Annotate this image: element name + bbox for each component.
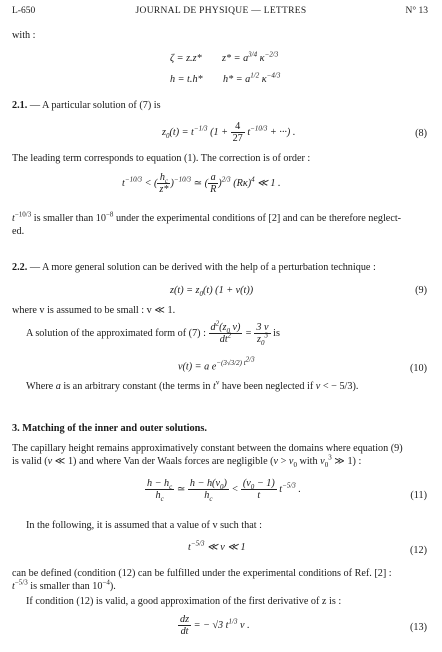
text-with: with : bbox=[12, 30, 36, 41]
equation-13: $\frac{dz}{dt}$ = − √3 $t^{1/3}$ v . bbox=[180, 614, 250, 637]
text-can-be-1: can be defined (condition (12) can be fulfilled under the experimental conditions of Ref. [2] : bbox=[12, 568, 392, 579]
text-approx-form: A solution of the approximated form of (7) : $\frac{d^2(z_0 v)}{dt^2}$ = $\frac{3 v}{z_0^3}$ is bbox=[26, 319, 280, 348]
eq12-number: (12) bbox=[410, 545, 427, 556]
journal-title: JOURNAL DE PHYSIQUE — LETTRES bbox=[135, 6, 307, 16]
s22-intro: 2.2. — A more general solution can be derived with the help of a perturbation technique : bbox=[12, 262, 376, 273]
text-leading-term: The leading term corresponds to equation (1). The correction is of order : bbox=[12, 153, 311, 164]
text-if-cond: If condition (12) is valid, a good approximation of the first derivative of z is : bbox=[26, 596, 342, 607]
eq9-number: (9) bbox=[415, 285, 427, 296]
text-smaller-than: $t^{-10/3}$ is smaller than $10^{-8}$ under the experimental conditions of [2] and can be therefore neglect- ed. bbox=[12, 213, 432, 238]
issue-number: N° 13 bbox=[405, 6, 428, 16]
equation-10: v(t) = a $e^{-(3√3/2) t^{2/3}}$ bbox=[178, 356, 255, 373]
eq8-number: (8) bbox=[415, 128, 427, 139]
eq-h: h = t.h* $h* = a^{1/2}$ $\kappa^{-4/3}$ bbox=[170, 71, 281, 85]
eq-zeta: ζ = z.z* $z* = a^{3/4}$ $\kappa^{-2/3}$ bbox=[170, 50, 279, 64]
eq10-number: (10) bbox=[410, 363, 427, 374]
sec3-line-2: is valid (v ≪ 1) and where Van der Waals forces are negligible ($v > v_0$ with $v_0^3$ ≫ 1) : bbox=[12, 453, 362, 470]
sec3-line-1: The capillary height remains approximatively constant between the domains where equation (9) bbox=[12, 443, 403, 454]
approx-form-label: A solution of the approximated form of (7) : bbox=[26, 327, 206, 339]
s21-intro: 2.1. — A particular solution of (7) is bbox=[12, 100, 161, 111]
equation-order: $t^{-10/3}$ < ( $\frac{h_c}{z*}$ )$^{-10/3}$ ≃ ( $\frac{a}{R}$ )$^{2/3}$ $(R\kappa)^4$ ≪ 1 . bbox=[122, 172, 281, 195]
text-following: In the following, it is assumed that a value of v such that : bbox=[26, 520, 262, 531]
eq13-number: (13) bbox=[410, 622, 427, 633]
eq11-number: (11) bbox=[410, 490, 427, 501]
page-number: L-650 bbox=[12, 6, 36, 16]
section-3-title: 3. Matching of the inner and outer solutions. bbox=[12, 423, 207, 434]
equation-8: $z_0(t) = t^{-1/3}$ (1 + $\frac{4}{27}$ $t^{-10/3}$ + ···) . bbox=[162, 121, 296, 144]
text-can-be-2: $t^{-5/3}$ is smaller than $10^{-4}$). bbox=[12, 578, 116, 592]
text-assumed-small: where v is assumed to be small : v ≪ 1. bbox=[12, 305, 176, 316]
equation-11: $\frac{h - h_c}{h_c}$ ≃ $\frac{h - h(v_0)}{h_c}$ < $\frac{(v_0 - 1)}{t}$ $t^{-5/3}$ . bbox=[147, 478, 301, 504]
equation-9: $z(t) = z_0(t) (1 + v(t))$ bbox=[170, 285, 254, 299]
text-where-a: Where a is an arbitrary constant (the terms in $t^v$ have been neglected if v < − 5/3). bbox=[26, 378, 359, 392]
text-smaller-than-2: ed. bbox=[12, 225, 25, 237]
equation-12: $t^{-5/3}$ ≪ v ≪ 1 bbox=[188, 539, 246, 553]
